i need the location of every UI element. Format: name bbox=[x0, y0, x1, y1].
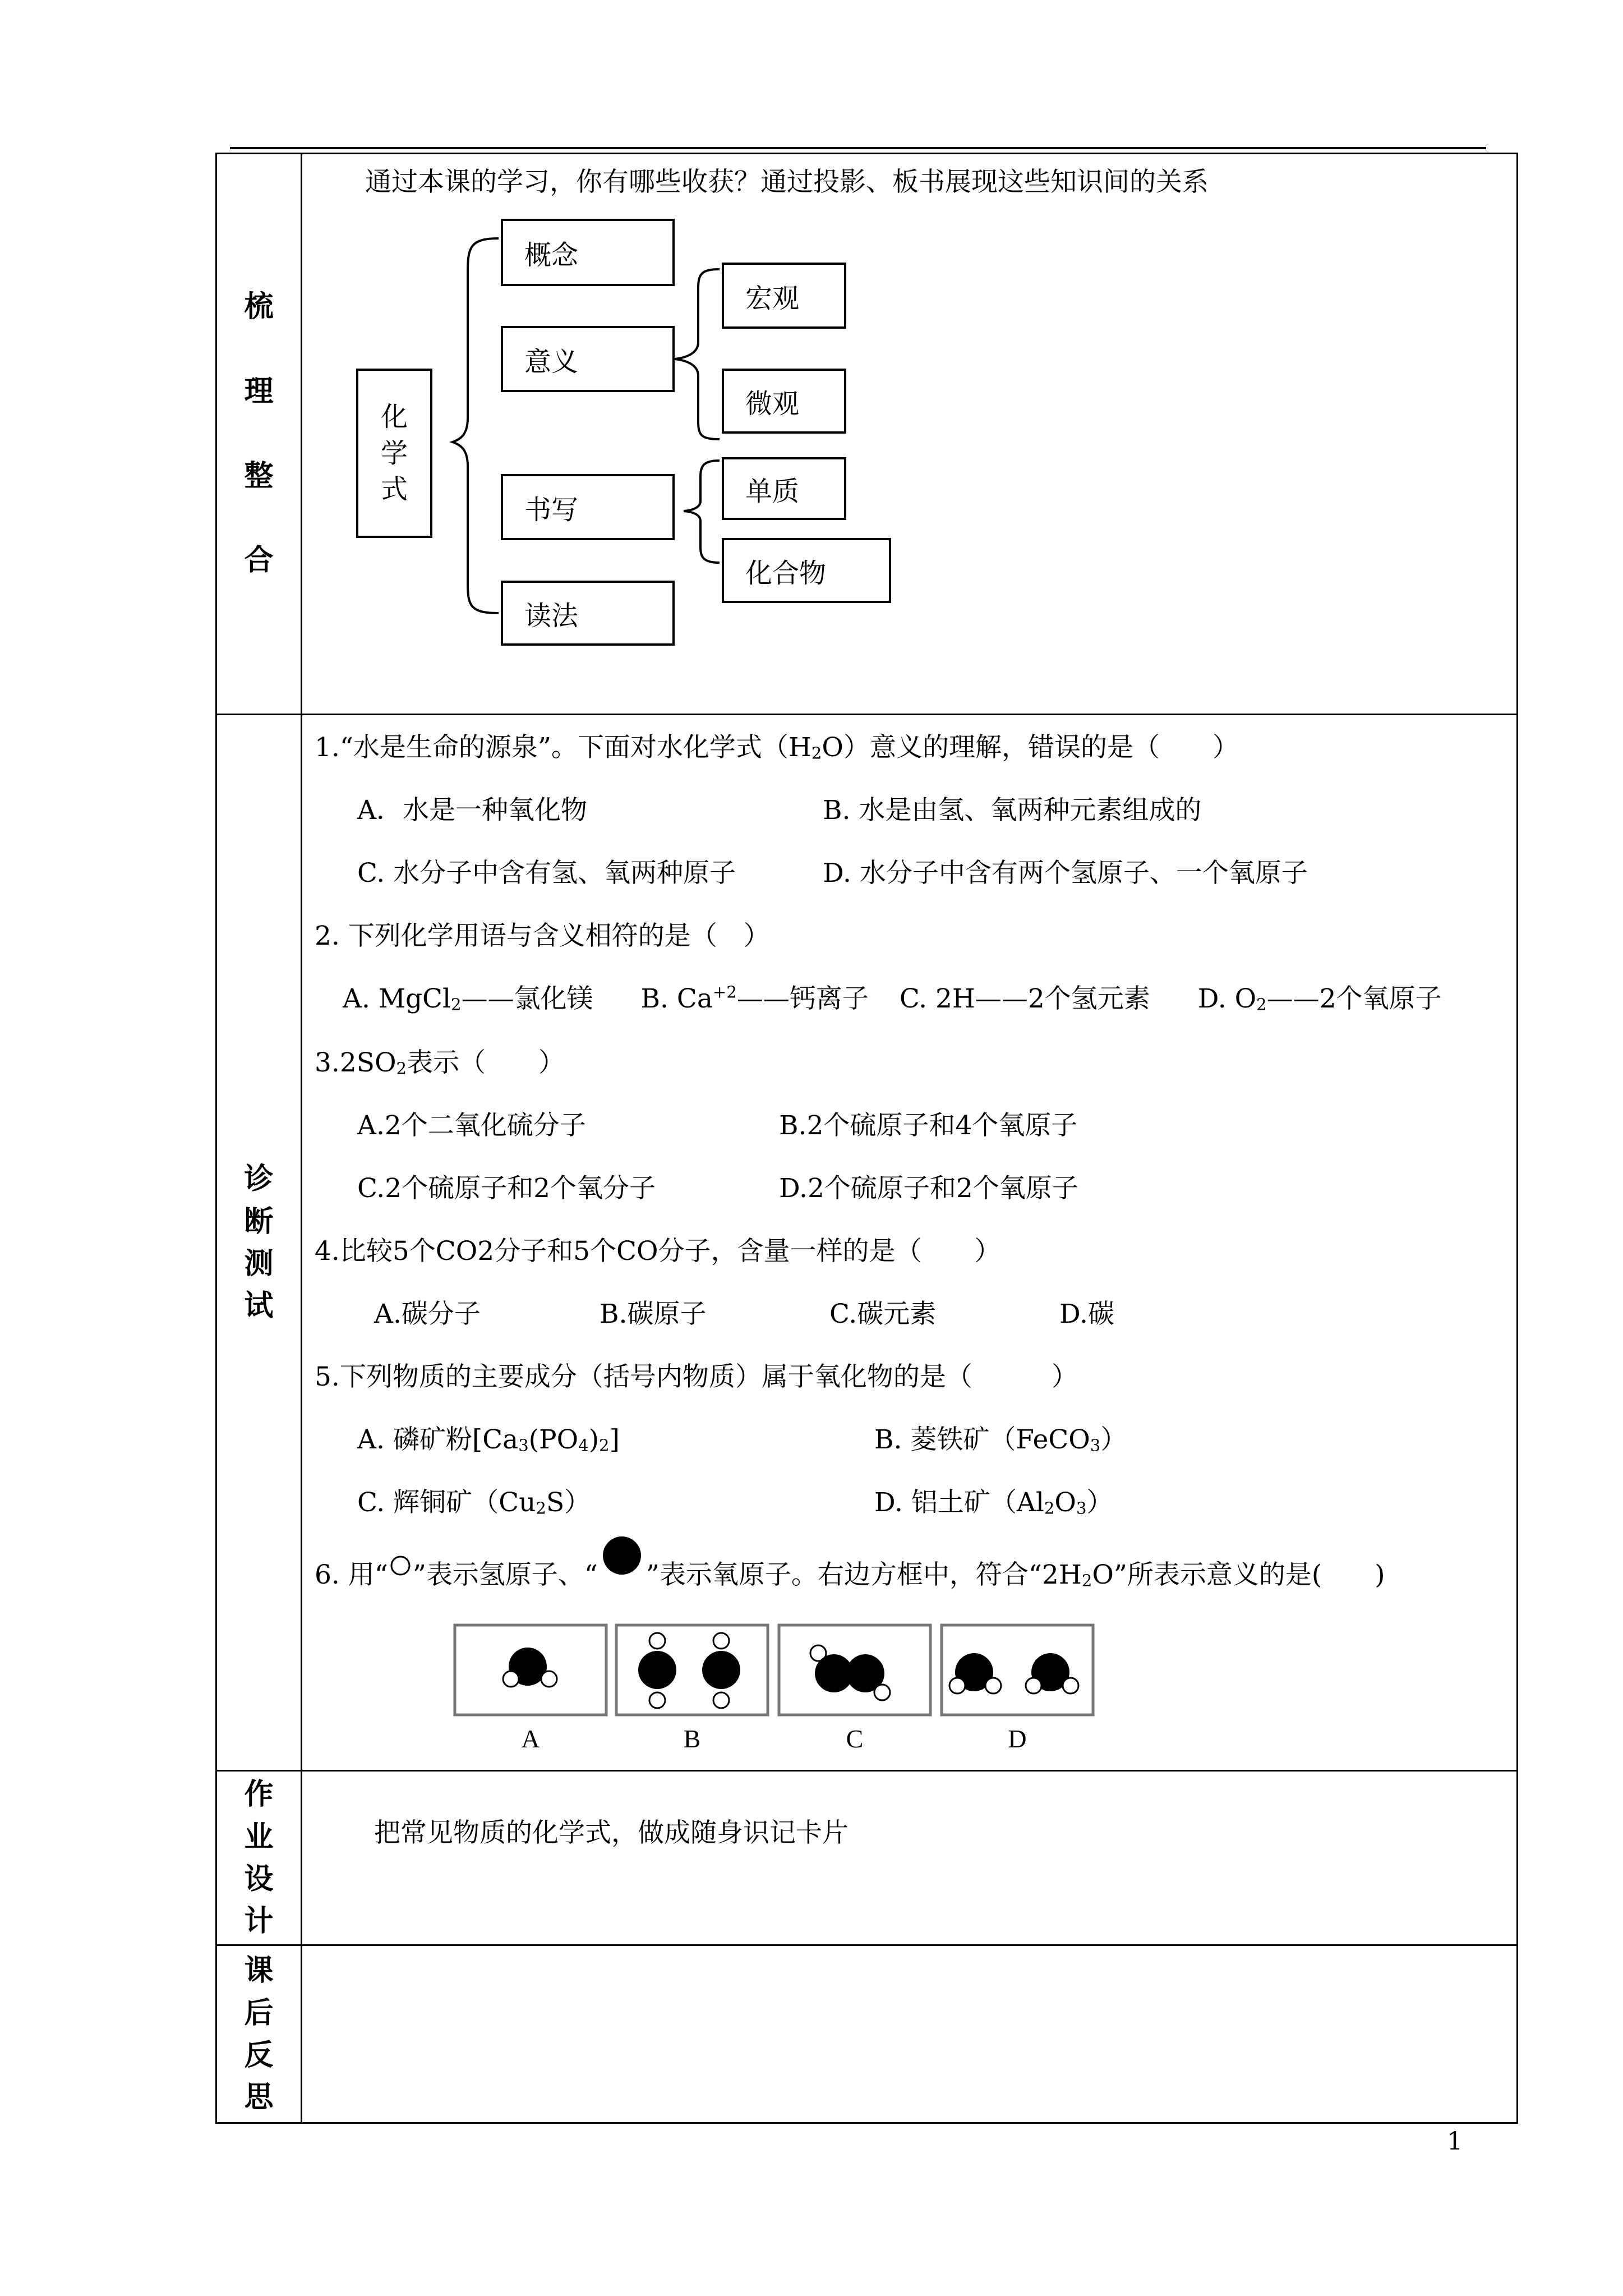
q4-option-a: A.碳分子 bbox=[374, 1299, 481, 1329]
root-char: 学 bbox=[380, 437, 408, 469]
test-content-cell bbox=[302, 715, 1518, 1771]
test-row bbox=[216, 715, 1518, 1771]
label-char: 理 bbox=[244, 374, 274, 408]
hydrogen-atom-icon bbox=[388, 1561, 413, 1578]
q5-option-c: C. 辉铜矿$(Cu_2S)$ bbox=[357, 1487, 591, 1518]
q1-option-b: B. 水是由氢、氧两种元素组成的 bbox=[823, 795, 1202, 826]
q3-option-c: C.2个硫原子和2个氧分子 bbox=[357, 1173, 656, 1204]
reflection-row bbox=[216, 1945, 1518, 2123]
label-char: 测 bbox=[244, 1246, 274, 1281]
summary-label-cell bbox=[216, 154, 302, 715]
option-b-box[interactable] bbox=[616, 1625, 768, 1715]
option-d-box[interactable] bbox=[942, 1625, 1093, 1715]
q2-options: A. MgCl$_2$——氯化镁 B. $Ca^{+2}——$钙离子 C. 2H——2个氢元素 D. $O_2——2$个氧原子 bbox=[343, 982, 1442, 1014]
label-char: 计 bbox=[244, 1904, 274, 1939]
q4-option-d: D.碳 bbox=[1059, 1299, 1114, 1329]
q1-stem: 1.“水是生命的源泉”。下面对水化学式$(H_2O)$意义的理解，错误的是（ ） bbox=[315, 732, 1239, 763]
q4-option-b: B.碳原子 bbox=[600, 1299, 707, 1329]
root-char: 化 bbox=[380, 401, 408, 432]
q2-stem: 2. 下列化学用语与含义相符的是（ ） bbox=[315, 921, 770, 951]
option-a-box[interactable] bbox=[455, 1625, 606, 1715]
node-label: 微观 bbox=[745, 388, 800, 420]
option-a-label: A bbox=[521, 1724, 540, 1753]
homework-content-cell bbox=[302, 1771, 1518, 1945]
q5-option-a: A. 磷矿粉$[Ca_3(PO_4)_2]$ bbox=[357, 1424, 620, 1455]
option-c-label: C bbox=[846, 1724, 864, 1753]
label-char: 后 bbox=[244, 1995, 274, 2030]
reflection-content-cell[interactable] bbox=[302, 1945, 1518, 2123]
node-label: 读法 bbox=[524, 600, 579, 632]
meaning-brace bbox=[675, 269, 720, 439]
node-label: 化合物 bbox=[745, 557, 827, 589]
q5-option-b: B. 菱铁矿（FeCO$_3$） bbox=[874, 1424, 1127, 1455]
q1-option-d: D. 水分子中含有两个氢原子、一个氧原子 bbox=[823, 858, 1308, 889]
q3-option-a: A.2个二氧化硫分子 bbox=[357, 1110, 586, 1141]
summary-label bbox=[217, 265, 301, 603]
test-label bbox=[217, 1158, 301, 1327]
test-label-cell bbox=[216, 715, 302, 1771]
page-number: 1 bbox=[1447, 2127, 1463, 2156]
summary-content-cell bbox=[302, 154, 1518, 715]
label-char: 合 bbox=[244, 543, 274, 578]
q6-option-diagrams bbox=[454, 1624, 1127, 1770]
homework-label bbox=[217, 1773, 301, 1943]
node-label: 单质 bbox=[745, 475, 800, 507]
q1-option-c: C. 水分子中含有氢、氧两种原子 bbox=[357, 858, 736, 889]
label-char: 作 bbox=[244, 1777, 274, 1812]
reflection-label-cell bbox=[216, 1945, 302, 2123]
label-char: 梳 bbox=[244, 289, 274, 324]
writing-brace bbox=[684, 461, 720, 563]
summary-row bbox=[216, 154, 1518, 715]
homework-text: 把常见物质的化学式，做成随身识记卡片 bbox=[374, 1818, 849, 1848]
q5-stem: 5.下列物质的主要成分（括号内物质）属于氧化物的是（ ） bbox=[315, 1361, 1078, 1392]
label-char: 试 bbox=[244, 1289, 274, 1323]
label-char: 反 bbox=[244, 2038, 274, 2072]
label-char: 课 bbox=[244, 1953, 274, 1988]
q1-option-a: A．水是一种氧化物 bbox=[357, 795, 587, 826]
label-char: 设 bbox=[244, 1862, 274, 1896]
node-label: 概念 bbox=[524, 239, 579, 271]
label-char: 诊 bbox=[244, 1162, 274, 1197]
label-char: 整 bbox=[244, 458, 274, 493]
q6-stem: 6. 用“ ”表示氢原子、“ ”表示氧原子。右边方框中，符合“$2H_2O$”所表示意义的是( ) bbox=[315, 1553, 1385, 1591]
homework-row bbox=[216, 1771, 1518, 1945]
q4-option-c: C.碳元素 bbox=[829, 1299, 937, 1329]
option-c-box[interactable] bbox=[779, 1625, 930, 1715]
node-label: 书写 bbox=[524, 494, 579, 526]
node-label: 宏观 bbox=[745, 282, 800, 314]
label-char: 业 bbox=[244, 1819, 274, 1854]
option-d-label: D bbox=[1008, 1724, 1027, 1753]
main-brace bbox=[453, 238, 499, 613]
q4-stem: 4.比较5个CO2分子和5个CO分子，含量一样的是（ ） bbox=[315, 1236, 1001, 1267]
label-char: 断 bbox=[244, 1204, 274, 1239]
q5-option-d: D. 铝土矿$(Al_2O_3)$ bbox=[874, 1487, 1113, 1518]
node-label: 意义 bbox=[524, 346, 579, 378]
lesson-table bbox=[215, 153, 1518, 2124]
oxygen-atom-icon bbox=[598, 1553, 646, 1576]
q3-option-b: B.2个硫原子和4个氧原子 bbox=[779, 1110, 1078, 1141]
concept-map-braces bbox=[302, 154, 1518, 714]
q3-stem: $3.2SO_2$表示（ ） bbox=[315, 1047, 565, 1078]
header-rule bbox=[230, 147, 1486, 149]
reflection-label bbox=[217, 1949, 301, 2119]
q3-option-d: D.2个硫原子和2个氧原子 bbox=[779, 1173, 1078, 1204]
root-char: 式 bbox=[380, 473, 408, 505]
label-char: 思 bbox=[244, 2080, 274, 2115]
homework-label-cell bbox=[216, 1771, 302, 1945]
summary-intro: 通过本课的学习，你有哪些收获？通过投影、板书展现这些知识间的关系 bbox=[365, 167, 1209, 197]
option-b-label: B bbox=[683, 1724, 701, 1753]
